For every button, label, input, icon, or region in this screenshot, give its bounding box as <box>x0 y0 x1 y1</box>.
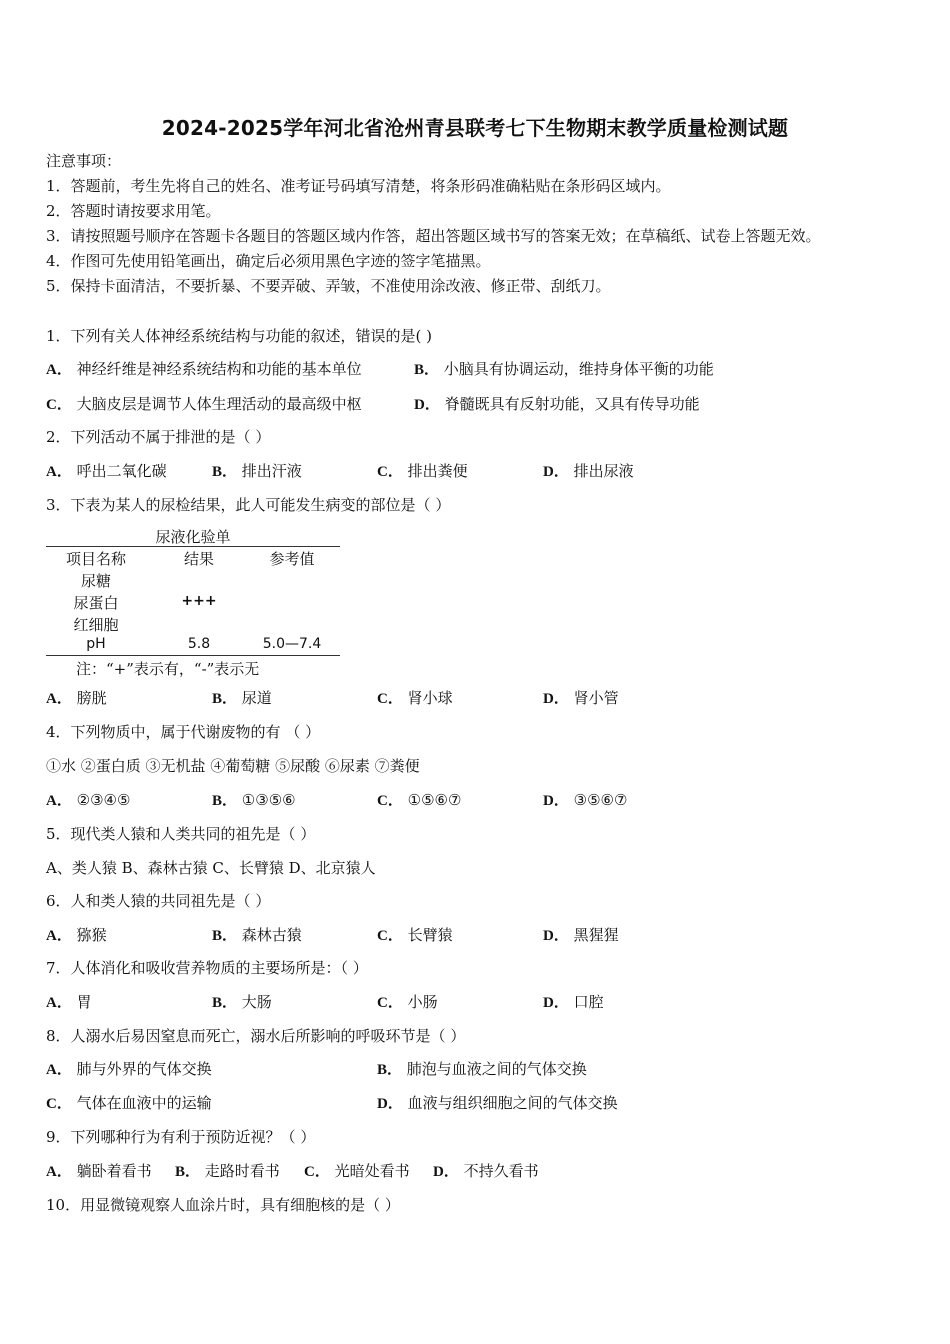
question-5-options: A、类人猿 B、森林古猿 C、长臂猿 D、北京猿人 <box>46 859 376 877</box>
notice-item: 4．作图可先使用铅笔画出，确定后必须用黑色字迹的签字笔描黑。 <box>46 252 491 270</box>
table-cell: 5.0—7.4 <box>262 636 322 652</box>
question-7-option-b: B． 大肠 <box>212 993 272 1011</box>
question-2-stem: 2．下列活动不属于排泄的是（ ） <box>46 428 271 446</box>
question-3-option-c: C． 肾小球 <box>377 689 453 707</box>
question-9-option-d: D． 不持久看书 <box>433 1162 539 1180</box>
table-header: 参考值 <box>269 550 315 568</box>
question-6-option-d: D． 黑猩猩 <box>543 926 619 944</box>
question-7-option-a: A． 胃 <box>46 993 92 1011</box>
table-cell: pH <box>86 636 106 652</box>
question-7-option-d: D． 口腔 <box>543 993 604 1011</box>
question-10-stem: 10．用显微镜观察人血涂片时，具有细胞核的是（ ） <box>46 1196 400 1214</box>
question-1-option-a: A． 神经纤维是神经系统结构和功能的基本单位 <box>46 360 362 378</box>
question-7-option-c: C． 小肠 <box>377 993 438 1011</box>
table-header: 结果 <box>183 550 214 568</box>
question-1-option-b: B． 小脑具有协调运动，维持身体平衡的功能 <box>414 360 714 378</box>
question-8-option-b: B． 肺泡与血液之间的气体交换 <box>377 1060 587 1078</box>
question-8-stem: 8．人溺水后易因窒息而死亡，溺水后所影响的呼吸环节是（ ） <box>46 1027 466 1045</box>
table-header: 项目名称 <box>65 550 126 568</box>
notice-item: 2．答题时请按要求用笔。 <box>46 202 221 220</box>
question-2-option-b: B． 排出汗液 <box>212 462 302 480</box>
question-6-option-c: C． 长臂猿 <box>377 926 453 944</box>
question-6-option-a: A． 猕猴 <box>46 926 107 944</box>
notice-heading: 注意事项： <box>46 152 122 170</box>
table-cell: 5.8 <box>187 636 211 652</box>
table-caption: 尿液化验单 <box>155 528 231 546</box>
question-4-option-b: B． ①③⑤⑥ <box>212 791 296 809</box>
table-cell: +++ <box>181 593 217 609</box>
question-3-stem: 3．下表为某人的尿检结果，此人可能发生病变的部位是（ ） <box>46 496 451 514</box>
question-8-option-c: C． 气体在血液中的运输 <box>46 1094 212 1112</box>
question-4-stem: 4．下列物质中，属于代谢废物的有 （ ） <box>46 723 321 741</box>
urine-test-table <box>46 522 340 690</box>
question-3-option-b: B． 尿道 <box>212 689 272 707</box>
page-title: 2024-2025学年河北省沧州青县联考七下生物期末教学质量检测试题 <box>161 116 789 140</box>
question-8-option-d: D． 血液与组织细胞之间的气体交换 <box>377 1094 618 1112</box>
table-note: 注：“+”表示有，“-”表示无 <box>76 660 260 678</box>
table-cell: 尿蛋白 <box>73 594 119 612</box>
question-8-option-a: A． 肺与外界的气体交换 <box>46 1060 212 1078</box>
question-6-stem: 6．人和类人猿的共同祖先是（ ） <box>46 892 271 910</box>
question-7-stem: 7．人体消化和吸收营养物质的主要场所是：（ ） <box>46 959 368 977</box>
table-bottom-rule <box>46 655 340 656</box>
question-4-option-a: A． ②③④⑤ <box>46 791 131 809</box>
question-3-option-d: D． 肾小管 <box>543 689 619 707</box>
question-1-option-d: D． 脊髓既具有反射功能，又具有传导功能 <box>414 395 700 413</box>
notice-item: 5．保持卡面清洁，不要折暴、不要弄破、弄皱，不准使用涂改液、修正带、刮纸刀。 <box>46 277 611 295</box>
question-9-option-c: C． 光暗处看书 <box>304 1162 410 1180</box>
question-3-option-a: A． 膀胱 <box>46 689 107 707</box>
table-cell: 尿糖 <box>80 572 111 590</box>
question-2-option-a: A． 呼出二氧化碳 <box>46 462 167 480</box>
question-9-stem: 9．下列哪种行为有利于预防近视？（ ） <box>46 1128 316 1146</box>
question-4-items: ①水 ②蛋白质 ③无机盐 ④葡萄糖 ⑤尿酸 ⑥尿素 ⑦粪便 <box>46 757 420 775</box>
question-2-option-d: D． 排出尿液 <box>543 462 634 480</box>
question-1-stem: 1．下列有关人体神经系统结构与功能的叙述，错误的是( ) <box>46 327 433 345</box>
question-9-option-a: A． 躺卧着看书 <box>46 1162 152 1180</box>
table-cell: 红细胞 <box>73 616 119 634</box>
question-1-option-c: C． 大脑皮层是调节人体生理活动的最高级中枢 <box>46 395 362 413</box>
question-2-option-c: C． 排出粪便 <box>377 462 468 480</box>
notice-item: 1．答题前，考生先将自己的姓名、准考证号码填写清楚，将条形码准确粘贴在条形码区域内。 <box>46 177 671 195</box>
question-6-option-b: B． 森林古猿 <box>212 926 302 944</box>
question-4-option-d: D． ③⑤⑥⑦ <box>543 791 628 809</box>
question-5-stem: 5．现代类人猿和人类共同的祖先是（ ） <box>46 825 316 843</box>
question-4-option-c: C． ①⑤⑥⑦ <box>377 791 462 809</box>
notice-item: 3．请按照题号顺序在答题卡各题目的答题区域内作答，超出答题区域书写的答案无效；在草稿纸、试卷上答题无效。 <box>46 227 821 245</box>
question-9-option-b: B． 走路时看书 <box>175 1162 280 1180</box>
table-top-rule <box>46 546 340 547</box>
